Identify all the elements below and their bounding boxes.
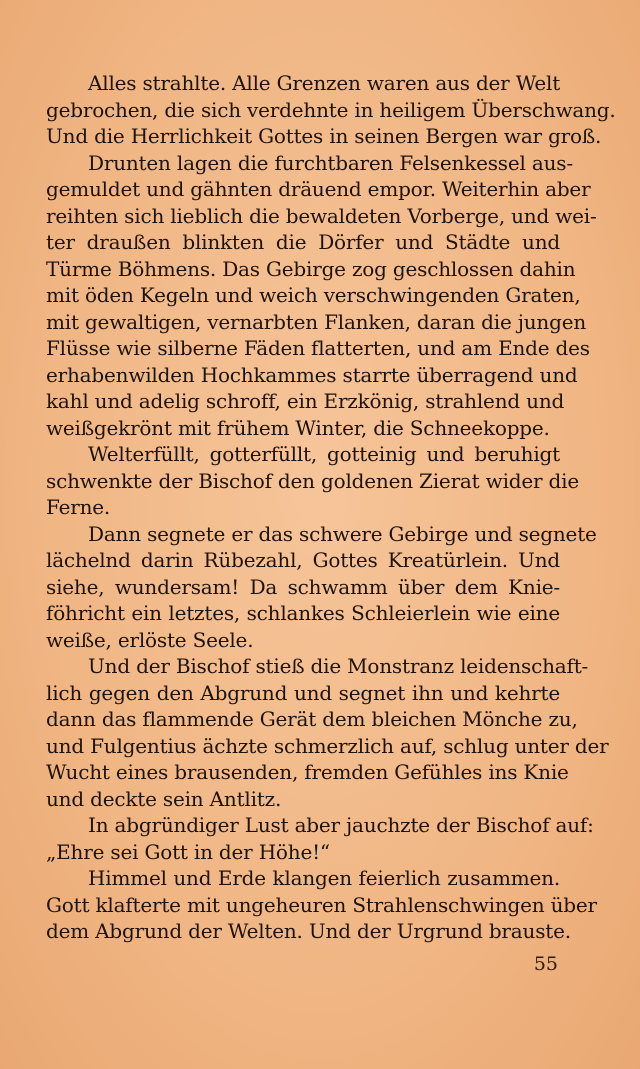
text-line: föhricht ein letztes, schlankes Schleierlein wie eine bbox=[46, 601, 560, 625]
paragraph bbox=[46, 812, 594, 865]
paragraph bbox=[46, 865, 597, 945]
text-line: Gott klafterte mit ungeheuren Strahlenschwingen über bbox=[46, 892, 597, 917]
paragraph bbox=[46, 150, 597, 442]
text-line: Flüsse wie silberne Fäden flatterten, und am Ende des bbox=[46, 336, 590, 360]
text-line: erhabenwilden Hochkammes starrte überragend und bbox=[46, 362, 578, 387]
text-line: gebrochen, die sich verdehnte in heiligem Überschwang. bbox=[46, 97, 616, 122]
text-line: lächelnd darin Rübezahl, Gottes Kreatürlein. Und bbox=[46, 548, 560, 572]
text-line: Und der Bischof stieß die Monstranz leidenschaft- bbox=[88, 654, 589, 678]
text-line: Wucht eines brausenden, fremden Gefühles ins Knie bbox=[46, 760, 569, 784]
text-line: mit öden Kegeln und weich verschwingenden Graten, bbox=[46, 283, 581, 307]
paragraph bbox=[46, 70, 616, 150]
text-line: gemuldet und gähnten dräuend empor. Weiterhin aber bbox=[46, 177, 591, 201]
text-line: Himmel und Erde klangen feierlich zusammen. bbox=[88, 866, 560, 890]
text-line: Und die Herrlichkeit Gottes in seinen Bergen war groß. bbox=[46, 124, 602, 148]
text-line: Türme Böhmens. Das Gebirge zog geschlossen dahin bbox=[46, 256, 576, 281]
text-line: siehe, wundersam! Da schwamm über dem Knie- bbox=[46, 574, 560, 599]
body-text bbox=[46, 70, 616, 945]
text-line: weiße, erlöste Seele. bbox=[46, 627, 254, 652]
text-line: und deckte sein Antlitz. bbox=[46, 786, 282, 811]
text-line: In abgründiger Lust aber jauchzte der Bischof auf: bbox=[88, 813, 594, 837]
text-line: weißgekrönt mit frühem Winter, die Schneekoppe. bbox=[46, 415, 550, 440]
paragraph bbox=[46, 653, 609, 812]
text-line: ter draußen blinkten die Dörfer und Städte und bbox=[46, 230, 560, 254]
text-line: kahl und adelig schroff, ein Erzkönig, strahlend und bbox=[46, 389, 565, 413]
paragraph bbox=[46, 521, 597, 654]
paragraph bbox=[46, 441, 579, 521]
text-line: reihten sich lieblich die bewaldeten Vorberge, und wei- bbox=[46, 203, 597, 228]
text-line: Dann segnete er das schwere Gebirge und segnete bbox=[88, 521, 597, 546]
text-line: schwenkte der Bischof den goldenen Zierat wider die bbox=[46, 468, 579, 493]
text-line: Alles strahlte. Alle Grenzen waren aus der Welt bbox=[88, 71, 561, 95]
text-line: Welterfüllt, gotterfüllt, gotteinig und beruhigt bbox=[88, 442, 560, 466]
page-number: 55 bbox=[533, 953, 558, 975]
text-line: „Ehre sei Gott in der Höhe!“ bbox=[46, 839, 330, 864]
text-line: und Fulgentius ächzte schmerzlich auf, schlug unter der bbox=[46, 733, 609, 758]
text-line: dann das flammende Gerät dem bleichen Mönche zu, bbox=[46, 707, 578, 731]
text-line: dem Abgrund der Welten. Und der Urgrund brauste. bbox=[46, 919, 571, 943]
text-line: lich gegen den Abgrund und segnet ihn und kehrte bbox=[46, 680, 560, 705]
text-line: Drunten lagen die furchtbaren Felsenkessel aus- bbox=[88, 150, 573, 175]
text-line: Ferne. bbox=[46, 495, 111, 519]
text-line: mit gewaltigen, vernarbten Flanken, daran die jungen bbox=[46, 309, 587, 334]
